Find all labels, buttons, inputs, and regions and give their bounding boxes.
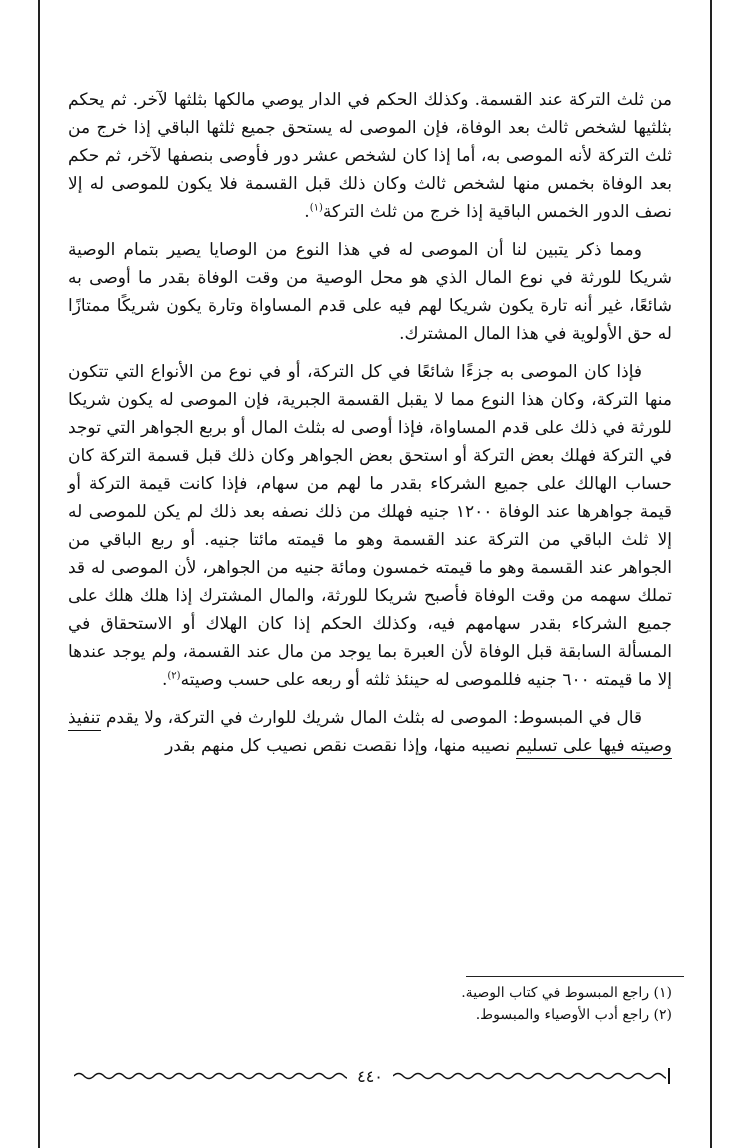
paragraph-2: ومما ذكر يتبين لنا أن الموصى له في هذا النوع من الوصايا يصير بتمام الوصية شريكا للورثة في نوع المال الذي هو محل الوصية من وقت الوفاة بقدر ما أوصى به شائعًا، غير أنه تارة يكون شريكا لهم فيه على قدم المساواة وتارة يكون شريكًا ممتازًا له حق الأولوية في هذا المال المشترك.: [68, 240, 672, 344]
footnotes: [68, 982, 672, 1026]
paragraph-3: فإذا كان الموصى به جزءًا شائعًا في كل التركة، أو في نوع من الأنواع التي تتكون منها التركة، وكان هذا النوع مما لا يقبل القسمة الجبرية، فإن الموصى له يكون شريكا للورثة في ذلك على قدم المساواة، فإذا أوصى له بثلث المال أو بربع الجواهر التي توجد في التركة فهلك بعض التركة أو استحق بعض الجواهر وكان ذلك قبل قسمة التركة كان حساب الهالك على جميع الشركاء بقدر ما لهم من سهام، فإذا كانت قيمة التركة أو قيمة جواهرها عند الوفاة ١٢٠٠ جنيه فهلك من ذلك نصفه بعد ذلك لم يكن للموصى له إلا ثلث الباقي من التركة عند القسمة وهو ما قيمته مائتا جنيه. أو ربع الباقي من الجواهر عند القسمة وهو ما قيمته خمسون ومائة جنيه من الجواهر، لأن الموصى له قد تملك سهمه من وقت الوفاة فأصبح شريكا للورثة، والمال المشترك إذا هلك هلك على جميع الشركاء بقدر سهامهم فيه، وكذلك الحكم إذا كان الهلاك أو الاستحقاق في المسألة السابقة قبل الوفاة لأن العبرة بما يوجد من مال عند القسمة، ولم يوجد عندها إلا ما قيمته ٦٠٠ جنيه فللموصى له حينئذ ثلثه أو ربعه على حسب وصيته$^{(٢)}$.: [68, 362, 673, 690]
paragraph-3-text: فإذا كان الموصى به جزءًا شائعًا في كل التركة، أو في نوع من الأنواع التي تتكون منها التركة، وكان هذا النوع مما لا يقبل القسمة الجبرية، فإن الموصى له يكون شريكا للورثة في ذلك على قدم المساواة، فإذا أوصى له بثلث المال أو بربع الجواهر التي توجد في التركة فهلك بعض التركة أو استحق بعض الجواهر وكان ذلك قبل قسمة التركة كان حساب الهالك على جميع الشركاء بقدر ما لهم من سهام، فإذا كانت قيمة التركة أو قيمة جواهرها عند الوفاة ١٢٠٠ جنيه فهلك من ذلك نصفه بعد ذلك لم يكن للموصى له إلا ثلث الباقي من التركة عند القسمة وهو ما قيمته مائتا جنيه. أو ربع الباقي من الجواهر عند القسمة وهو ما قيمته خمسون ومائة جنيه من الجواهر، لأن الموصى له قد تملك سهمه من وقت الوفاة فأصبح شريكا للورثة، والمال المشترك إذا هلك هلك على جميع الشركاء بقدر سهامهم فيه، وكذلك الحكم إذا كان الهلاك أو الاستحقاق في المسألة السابقة قبل الوفاة لأن العبرة بما يوجد من مال عند القسمة، ولم يوجد عندها إلا ما قيمته ٦٠٠ جنيه فللموصى له حينئذ ثلثه أو ربعه على حسب وصيته: [68, 362, 673, 690]
footnote-1: (١) راجع المبسوط في كتاب الوصية.: [461, 985, 672, 1001]
right-page-border: [710, 0, 712, 1148]
footer-ornament-left: [74, 1071, 347, 1081]
footnote-ref-2: (٢): [167, 670, 181, 682]
paragraph-4: [68, 704, 672, 760]
underlined-phrase: تنفيذ وصيته فيها على تسليم: [68, 708, 672, 759]
footnote-2: (٢) راجع أدب الأوصياء والمبسوط.: [475, 1007, 672, 1023]
left-page-border: [38, 0, 40, 1148]
paragraph-1-text: من ثلث التركة عند القسمة. وكذلك الحكم في الدار يوصي مالكها بثلثها لآخر. ثم يحكم بثلثيها لشخص ثالث بعد الوفاة، فإن الموصى له يستحق جميع ثلثها الباقي إذا خرج من ثلث التركة لأنه الموصى به، أما إذا كان لشخص عشر دور فأوصى بنصفها لآخر، ثم حكم بعد الوفاة بخمس منها لشخص ثالث وكان ذلك قبل القسمة فلا يكون للموصى له إلا نصف الدور الخمس الباقية إذا خرج من ثلث التركة: [68, 90, 672, 222]
page-body: [68, 86, 672, 760]
footer-end-bar: [668, 1068, 670, 1084]
footnote-separator: [466, 976, 684, 977]
page-number: ٤٤٠: [357, 1066, 383, 1086]
footer-ornament-right: [393, 1071, 666, 1081]
paragraph-1: من ثلث التركة عند القسمة. وكذلك الحكم في الدار يوصي مالكها بثلثها لآخر. ثم يحكم بثلثيها لشخص ثالث بعد الوفاة، فإن الموصى له يستحق جميع ثلثها الباقي إذا خرج من ثلث التركة لأنه الموصى به، أما إذا كان لشخص عشر دور فأوصى بنصفها لآخر، ثم حكم بعد الوفاة بخمس منها لشخص ثالث وكان ذلك قبل القسمة فلا يكون للموصى له إلا نصف الدور الخمس الباقية إذا خرج من ثلث التركة$^{(١)}$.: [68, 90, 672, 222]
paragraph-4-lead: قال في المبسوط: الموصى له بثلث المال شريك للوارث في التركة، ولا يقدم: [106, 708, 643, 728]
paragraph-4-tail: نصيبه منها، وإذا نقصت نقص نصيب كل منهم بقدر: [165, 736, 511, 756]
footnote-ref-1: (١): [309, 202, 323, 214]
page-footer: [74, 1064, 670, 1088]
